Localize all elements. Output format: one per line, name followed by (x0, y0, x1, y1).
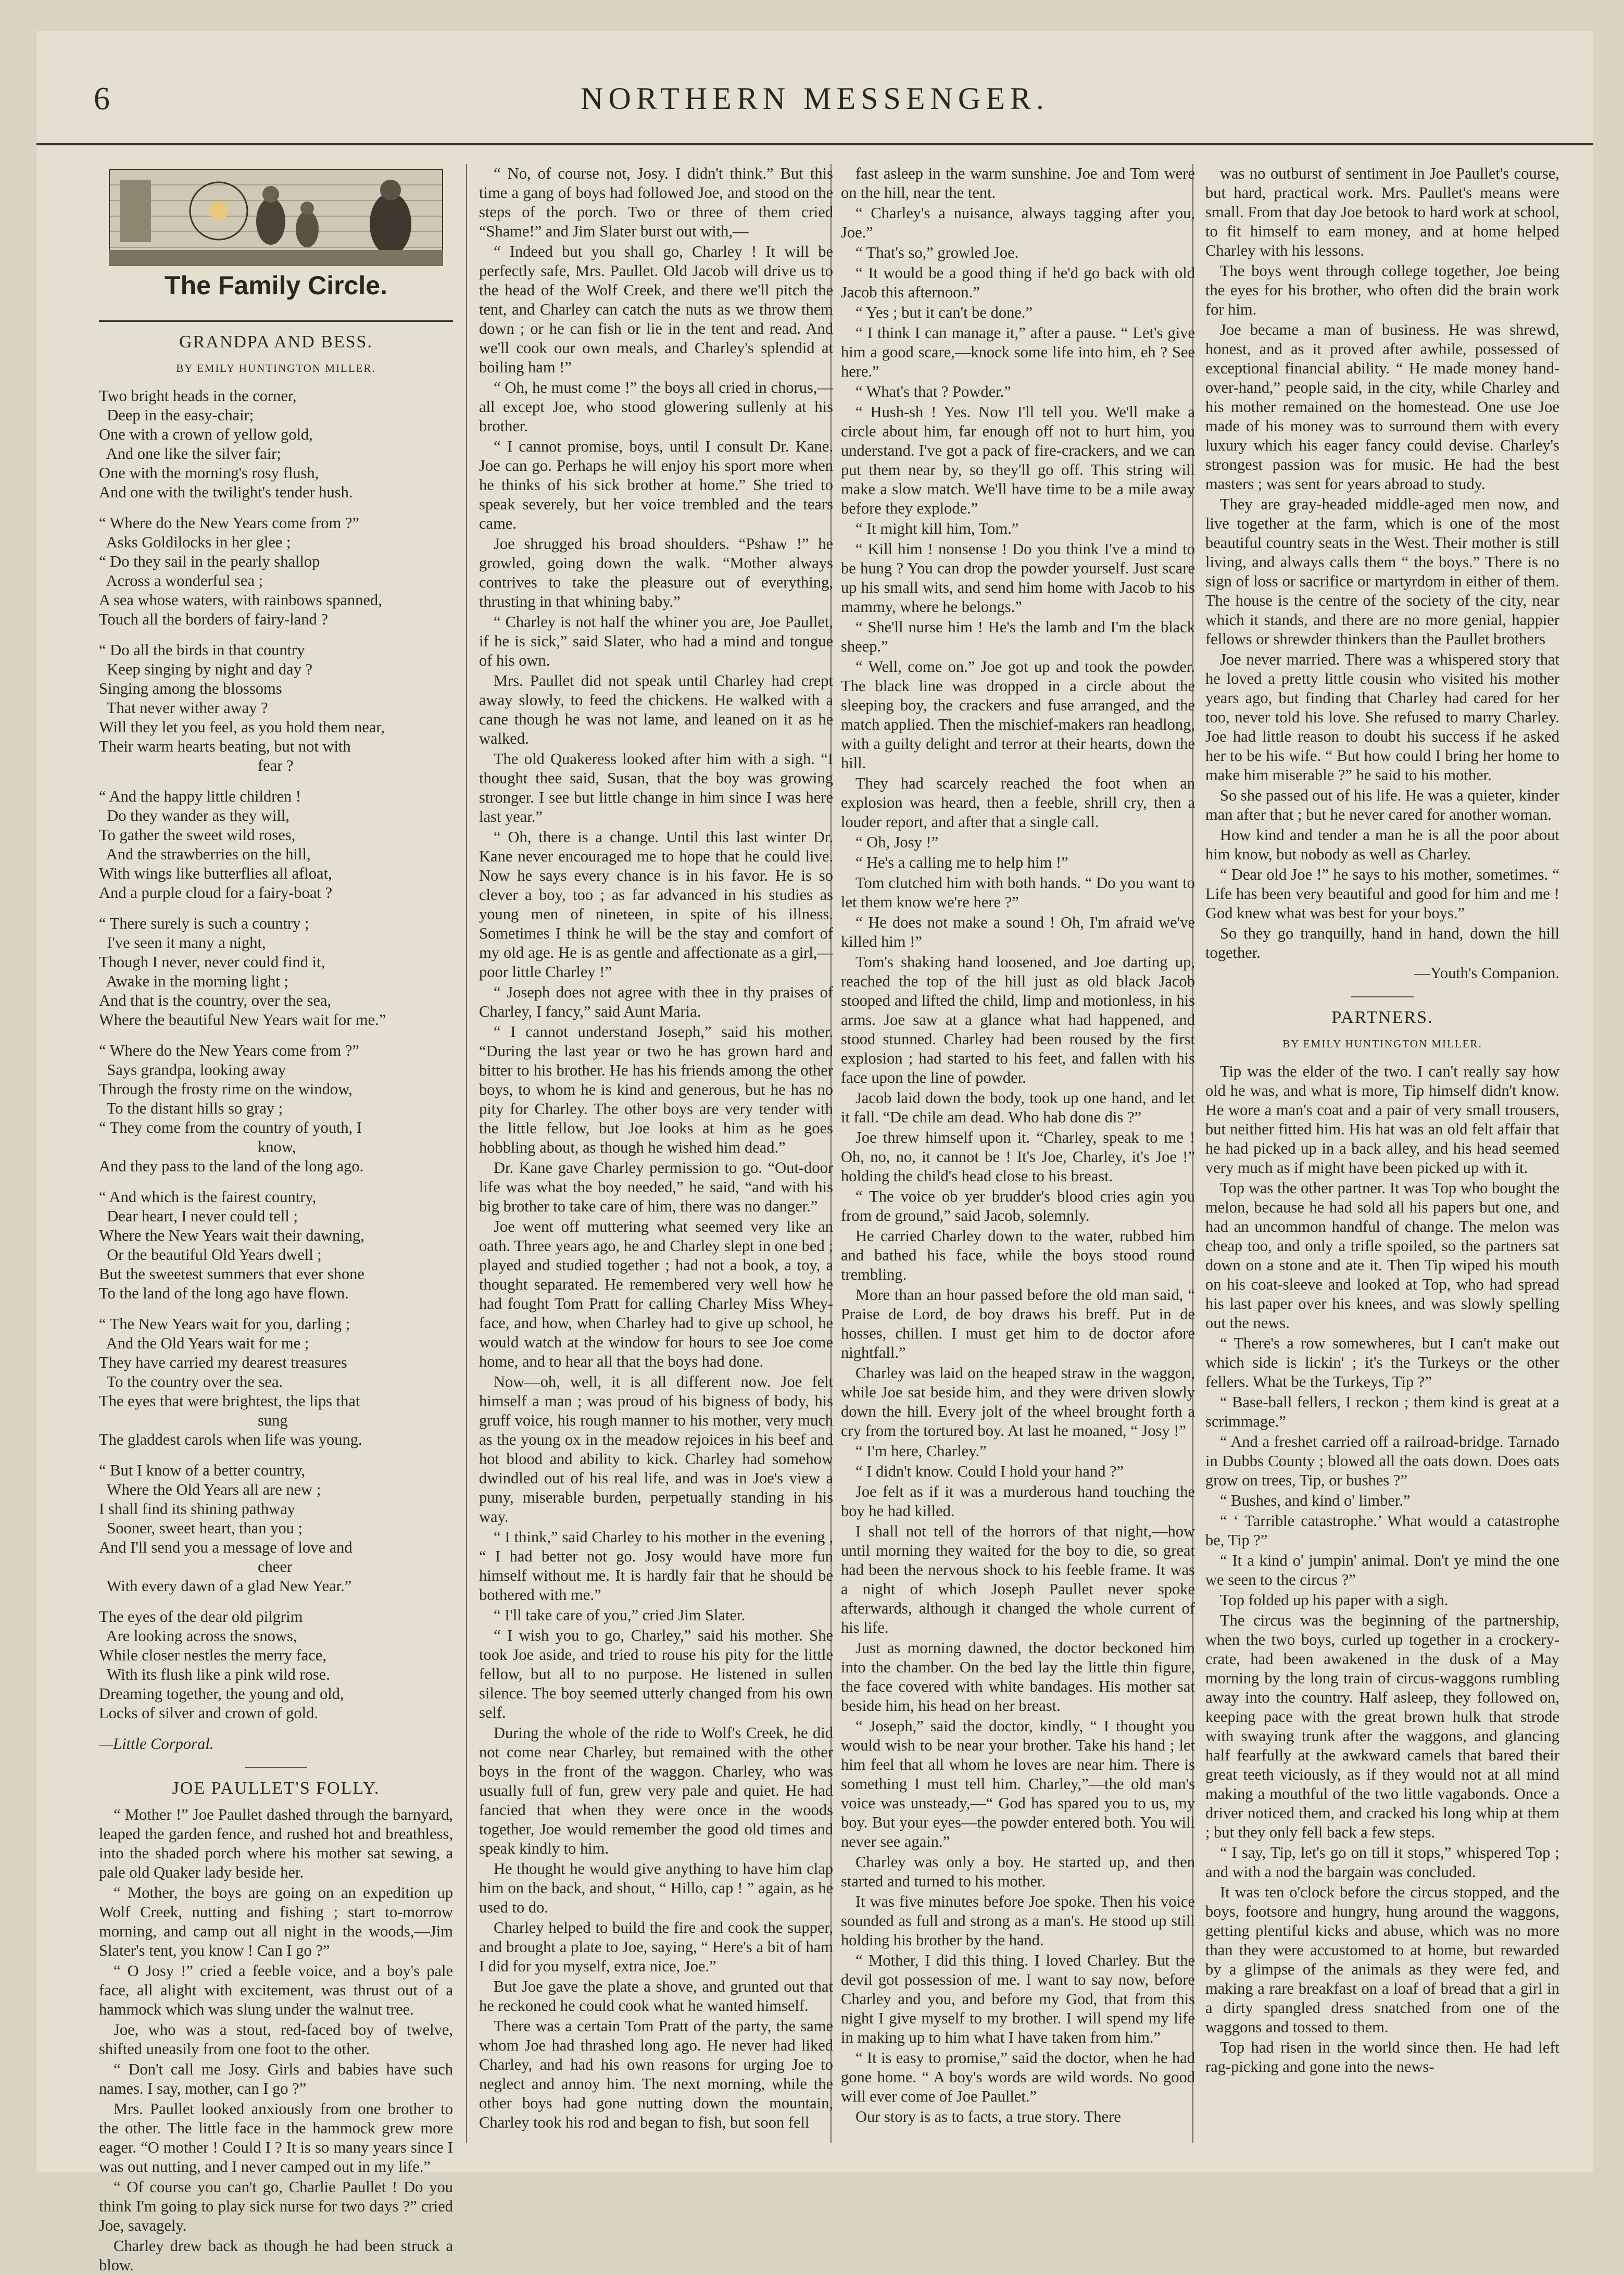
paragraph: He carried Charley down to the water, rubbed him and bathed his face, while the boys stood round trembling. (841, 1227, 1195, 1283)
poem-line: Two bright heads in the corner, (99, 387, 297, 405)
poem-line: And I'll send you a message of love and (99, 1539, 353, 1556)
poem-line: Do they wander as they will, (99, 807, 289, 824)
poem-line: To the land of the long ago have flown. (99, 1284, 349, 1302)
poem-line: “ Do they sail in the pearly shallop (99, 553, 320, 570)
paragraph: Jacob laid down the body, took up one hand, and let it fall. “De chile am dead. Who hab done dis ?” (841, 1089, 1195, 1126)
paragraph: “ I think,” said Charley to his mother in the evening , “ I had better not go. Josy would have more fun himself without me. It is hardly fair that he should be bothered with me.” (479, 1528, 833, 1604)
poem-line: I've seen it many a night, (99, 934, 266, 952)
paragraph: They had scarcely reached the foot when an explosion was heard, then a feeble, shrill cry, then a louder report, and after that a single call. (841, 774, 1195, 831)
poem-line: “ Where do the New Years come from ?” (99, 1042, 359, 1059)
column-4 (1205, 164, 1559, 2143)
family-circle-engraving (99, 164, 453, 322)
poem-line: Locks of silver and crown of gold. (99, 1704, 318, 1722)
paragraph: “ Oh, he must come !” the boys all cried in chorus,—all except Joe, who stood glowering sullenly at his brother. (479, 379, 833, 435)
poem-line: know, (99, 1138, 296, 1156)
paragraph: “ Hush-sh ! Yes. Now I'll tell you. We'll make a circle about him, far enough off not to hurt him, you understand. I've got a pack of fire-crackers, and we can put them near by, so they'll go off. This string will make a slow match. We'll have time to be a mile away before they explode.” (841, 403, 1195, 517)
poem-line: Or the beautiful Old Years dwell ; (99, 1246, 322, 1264)
poem-line: Singing among the blossoms (99, 680, 282, 697)
poem-line: And the strawberries on the hill, (99, 845, 311, 863)
paragraph: “ Oh, there is a change. Until this last winter Dr. Kane never encouraged me to hope that he could live. Now he says every chance is in his favor. He is so clever a boy, too ; as far advanced in his studies as young men of nineteen, in spite of his illness. Sometimes I think he will be the stay and comfort of my old age. He is as gentle and affectionate as a girl,—poor little Charley !” (479, 828, 833, 981)
poem-line: “ And the happy little children ! (99, 788, 301, 805)
stanza (99, 641, 453, 776)
poem-line: Says grandpa, looking away (99, 1061, 286, 1079)
paragraph: “ I'll take care of you,” cried Jim Slater. (494, 1606, 746, 1624)
poem-line: One with the morning's rosy flush, (99, 464, 319, 482)
story-credit: —Youth's Companion. (1414, 964, 1559, 982)
poem-line: Asks Goldilocks in her glee ; (99, 533, 291, 551)
paragraph: But Joe gave the plate a shove, and grunted out that he reckoned he could cook what he wanted himself. (479, 1978, 833, 2015)
poem-line: cheer (99, 1558, 293, 1576)
stanza (99, 1041, 453, 1176)
poem-line: Across a wonderful sea ; (99, 572, 263, 590)
paragraph: It was ten o'clock before the circus stopped, and the boys, footsore and hungry, hung around the waggons, getting plentiful kicks and abuse, which was no more than they were accustomed to at home, but rewarded by a glimpse of the animals as they were fed, and making a rare breakfast on a loaf of bread that a girl in a dirty spangled dress snatched from one of the waggons and tossed to them. (1205, 1883, 1559, 2036)
poem-line: And one with the twilight's tender hush. (99, 483, 353, 501)
paragraph: “ Bushes, and kind o' limber.” (1220, 1492, 1411, 1509)
column-rule (466, 164, 467, 2143)
poem-byline: BY EMILY HUNTINGTON MILLER. (176, 362, 376, 374)
poem-line: Where the Old Years all are new ; (99, 1481, 321, 1498)
poem-body (99, 386, 453, 1723)
paragraph: Top had risen in the world since then. He had left rag-picking and gone into the news- (1205, 2039, 1559, 2076)
story-text (479, 164, 833, 2132)
stanza (99, 1188, 453, 1303)
paragraph: Top folded up his paper with a sigh. (1220, 1591, 1449, 1609)
paragraph: Joe went off muttering what seemed very like an oath. Three years ago, he and Charley slept in one bed ; played and studied together ; had not a book, a toy, a thought separated. He remembered very well how he had fought Tom Pratt for calling Charley Miss Whey-face, and how, when Charley had to give up school, he would watch at the window for hours to see Joe come home, and to hear all that the boys had done. (479, 1218, 833, 1370)
paragraph: “ Of course you can't go, Charlie Paullet ! Do you think I'm going to play sick nurse for two days ?” cried Joe, savagely. (99, 2178, 453, 2234)
divider (245, 1767, 307, 1768)
paragraph: “ Mother !” Joe Paullet dashed through the barnyard, leaped the garden fence, and rushed hot and breathless, into the shaded porch where his mother sat sewing, a pale old Quaker lady beside her. (99, 1806, 453, 1881)
paragraph: “ Mother, I did this thing. I loved Charley. But the devil got possession of me. I want to say now, before Charley and you, and before my God, that from this night I give myself to my brother. I will spend my life in making up to him what I have taken from him.” (841, 1952, 1195, 2046)
poem-line: Keep singing by night and day ? (99, 660, 312, 678)
paragraph: The old Quakeress looked after him with a sigh. “I thought thee said, Susan, that the boy was growing stronger. I see but little change in him since I was here last year.” (479, 750, 833, 826)
page-number: 6 (94, 81, 110, 117)
paragraph: Tom's shaking hand loosened, and Joe darting up, reached the top of the hill just as old black Jacob stooped and lifted the child, limp and motionless, in his arms. Joe saw at a glance what had happened, and stood stunned. Charley had been roused by the first explosion ; had started to his feet, and fallen with his face upon the line of powder. (841, 953, 1195, 1086)
poem-line: With every dawn of a glad New Year.” (99, 1577, 352, 1595)
poem-credit: —Little Corporal. (99, 1735, 214, 1753)
paragraph: “ Kill him ! nonsense ! Do you think I've a mind to be hung ? You can drop the powder yourself. Just scare up his small wits, and send him home with Jacob to his mammy, where he belongs.” (841, 540, 1195, 616)
column-1 (99, 164, 453, 2274)
paragraph: “ Well, come on.” Joe got up and took the powder. The black line was dropped in a circle about the sleeping boy, the crackers and fuse arranged, and the match applied. Then the mischief-makers ran headlong, with a guilty delight and terror at their hearts, down the hill. (841, 658, 1195, 772)
poem-line: “ And which is the fairest country, (99, 1188, 317, 1206)
poem-line: I shall find its shining pathway (99, 1500, 295, 1518)
poem-line: But the sweetest summers that ever shone (99, 1265, 364, 1283)
poem-line: Dear heart, I never could tell ; (99, 1207, 298, 1225)
paragraph: “ There's a row somewheres, but I can't make out which side is lickin' ; it's the Turkeys or the other fellers. What be the Turkeys, Tip ?” (1205, 1334, 1559, 1391)
paragraph: “ I didn't know. Could I hold your hand ?” (855, 1462, 1124, 1480)
paragraph: Joe felt as if it was a murderous hand touching the boy he had killed. (841, 1483, 1195, 1520)
poem-line: “ Where do the New Years come from ?” (99, 514, 359, 532)
poem-title: GRANDPA AND BESS. (179, 332, 373, 352)
story-text (99, 1805, 453, 2275)
story-title: JOE PAULLET'S FOLLY. (172, 1779, 380, 1798)
paragraph: Charley was only a boy. He started up, and then started and turned to his mother. (841, 1853, 1195, 1890)
column-3 (841, 164, 1195, 2143)
paragraph: “ It is easy to promise,” said the doctor, when he had gone home. “ A boy's words are wild words. No good will ever come of Joe Paullet.” (841, 2049, 1195, 2105)
paragraph: “ Charley's a nuisance, always tagging after you, Joe.” (841, 204, 1195, 241)
paragraph: “ I cannot understand Joseph,” said his mother. “During the last year or two he has grown hard and bitter to his brother. He has his friends among the other boys, to whom he is kind and generous, but he has no pity for Charley. The other boys are very tender with the little fellow, but Joe looks at him as he goes hobbling about, as though he wished him dead.” (479, 1023, 833, 1156)
paragraph: “ ‘ Tarrible catastrophe.’ What would a catastrophe be, Tip ?” (1205, 1512, 1559, 1549)
stanza (99, 514, 453, 629)
paragraph: “ I wish you to go, Charley,” said his mother. She took Joe aside, and tried to rouse his pity for the little fellow, but all to no purpose. He listened in sullen silence. The boy seemed utterly changed from his own self. (479, 1627, 833, 1721)
page-header (36, 81, 1593, 145)
section-title: The Family Circle. (165, 271, 387, 300)
paragraph: So she passed out of his life. He was a quieter, kinder man after that ; but he never cared for another woman. (1205, 786, 1559, 823)
paragraph: Now—oh, well, it is all different now. Joe felt himself a man ; was proud of his bigness of body, his gruff voice, his rough manner to his mother, very much as the young ox in the meadow rejoices in his beef and hot blood and ability to kick. Charley had somehow dwindled out of his real life, and was in Joe's view a puny, miserable burden, perpetually standing in his way. (479, 1373, 833, 1526)
poem-line: And the Old Years wait for me ; (99, 1334, 309, 1352)
paragraph: “ She'll nurse him ! He's the lamb and I'm the black sheep.” (841, 618, 1195, 655)
poem-line: To the distant hills so gray ; (99, 1099, 283, 1117)
paragraph: “ Yes ; but it can't be done.” (855, 304, 1033, 321)
paragraph: “ He does not make a sound ! Oh, I'm afraid we've killed him !” (841, 914, 1195, 951)
paragraph: “ Joseph,” said the doctor, kindly, “ I thought you would wish to be near your brother. Take his hand ; let him feel that all whom he loves are near him. There is something I must tell him. Charley,”—the old man's voice was unsteady,—“ God has spared you to us, my boy. But your eyes—the powder entered both. You will never see again.” (841, 1717, 1195, 1851)
poem-line: And one like the silver fair; (99, 445, 281, 463)
paragraph: Tom clutched him with both hands. “ Do you want to let them know we're here ?” (841, 874, 1195, 911)
paragraph: “ He's a calling me to help him !” (855, 854, 1068, 871)
poem-line: The eyes that were brightest, the lips that (99, 1392, 360, 1410)
paragraph: There was a certain Tom Pratt of the party, the same whom Joe had thrashed long ago. He never had liked Charley, and had his own reasons for urging Joe to neglect and annoy him. The next morning, while the other boys had gone nutting down the mountain, Charley took his rod and began to fish, but soon fell (479, 2017, 833, 2131)
paragraph: Top was the other partner. It was Top who bought the melon, because he had sold all his papers but one, and had an uncommon handful of change. The melon was cheap too, and only a trifle spoiled, so the partners sat down on a stone and ate it. Then Tip wiped his mouth on his coat-sleeve and looked at Top, who had spread his last paper over his knees, and was slowly spelling out the news. (1205, 1179, 1559, 1332)
paragraph: How kind and tender a man he is all the poor about him know, but nobody as well as Charley. (1205, 826, 1559, 863)
paragraph: It was five minutes before Joe spoke. Then his voice sounded as full and strong as a man's. He stood up still holding his brother by the hand. (841, 1893, 1195, 1949)
paragraph: Tip was the elder of the two. I can't really say how old he was, and what is more, Tip himself didn't know. He wore a man's coat and a pair of very small trousers, but neither fitted him. His hat was an old felt affair that he had picked up in a back alley, and his head seemed very much as if might have been picked up with it. (1205, 1062, 1559, 1177)
paragraph: “ Joseph does not agree with thee in thy praises of Charley, I fancy,” said Aunt Maria. (479, 983, 833, 1020)
paragraph: was no outburst of sentiment in Joe Paullet's course, but hard, practical work. Mrs. Paullet's means were small. From that day Joe betook to hard work at school, to fit himself to earn money, and at home helped Charley with his lessons. (1205, 165, 1559, 259)
paragraph: Charley helped to build the fire and cook the supper, and brought a plate to Joe, saying, “ Here's a bit of ham I did for you myself, extra nice, Joe.” (479, 1919, 833, 1975)
paragraph: “ I say, Tip, let's go on till it stops,” whispered Top ; and with a nod the bargain was concluded. (1205, 1844, 1559, 1881)
paragraph: “ Mother, the boys are going on an expedition up Wolf Creek, nutting and fishing ; start to-morrow morning, and camp out all night in the woods,—Jim Slater's tent, you know ! Can I go ?” (99, 1884, 453, 1959)
poem-line: They have carried my dearest treasures (99, 1354, 347, 1371)
poem-line: Their warm hearts beating, but not with (99, 738, 351, 755)
poem-line: Will they let you feel, as you hold them near, (99, 718, 385, 736)
paragraph: Joe, who was a stout, red-faced boy of twelve, shifted uneasily from one foot to the other. (99, 2021, 453, 2058)
paragraph: Mrs. Paullet did not speak until Charley had crept away slowly, to feed the chickens. He walked with a cane though he was not lame, and leaned on it as he walked. (479, 672, 833, 747)
paragraph: Dr. Kane gave Charley permission to go. “Out-door life was what the boy needed,” he said, “and with his big brother to take care of him, there was no danger.” (479, 1159, 833, 1215)
paragraph: Joe became a man of business. He was shrewd, honest, and as it proved after awhile, possessed of exceptional financial ability. “ He made money hand-over-hand,” people said, in the city, while Charley and his mother remained on the homestead. One use Joe made of his money was to surround them with every luxury which his eager fancy could devise. Charley's strongest passion was for music. He had the best masters ; was sent for years abroad to study. (1205, 321, 1559, 493)
paragraph: Just as morning dawned, the doctor beckoned him into the chamber. On the bed lay the little thin figure, the face covered with white bandages. His mother sat beside him, his head on her breast. (841, 1639, 1195, 1715)
paragraph: Joe shrugged his broad shoulders. “Pshaw !” he growled, going down the walk. “Mother always contrives to take the pleasure out of everything, thrusting in that whining baby.” (479, 535, 833, 610)
paragraph: Our story is as to facts, a true story. There (855, 2108, 1121, 2126)
poem-line: With wings like butterflies all afloat, (99, 865, 332, 882)
paragraph: So they go tranquilly, hand in hand, down the hill together. (1205, 924, 1559, 961)
paragraph: The boys went through college together, Joe being the eyes for his brother, who often did the brain work for him. (1205, 262, 1559, 318)
poem-line: To the country over the sea. (99, 1373, 283, 1391)
masthead: NORTHERN MESSENGER. (581, 81, 1049, 116)
poem-line: Dreaming together, the young and old, (99, 1685, 344, 1703)
poem-line: “ The New Years wait for you, darling ; (99, 1315, 350, 1333)
paragraph: “ Dear old Joe !” he says to his mother, sometimes. “ Life has been very beautiful and good for him and me ! God knew what was best for your boys.” (1205, 866, 1559, 922)
poem-line: While closer nestles the merry face, (99, 1646, 326, 1664)
poem-line: “ They come from the country of youth, I (99, 1119, 362, 1136)
poem-line: Awake in the morning light ; (99, 972, 289, 990)
paragraph: I shall not tell of the horrors of that night,—how until morning they waited for the boy to die, so great had been the nervous shock to his feeble frame. It was a night of which Joseph Paullet never spoke afterwards, although it changed the whole current of his life. (841, 1522, 1195, 1636)
stanza (99, 1607, 453, 1723)
paragraph: The circus was the beginning of the partnership, when the two boys, curled up together in a crockery-crate, had been awakened in the dusk of a May morning by the long train of circus-waggons rumbling away into the country. Half asleep, they followed on, keeping pace with the great brown hulk that strode with swaying trunk after the waggons, and glancing half fearfully at the awkward camels that bared their great teeth viciously, as if they would not at all mind making a mouthful of the two little vagabonds. Once a driver noticed them, and cracked his long whip at them ; but they only fell back a few steps. (1205, 1611, 1559, 1841)
stanza (99, 914, 453, 1030)
paragraph: “ I'm here, Charley.” (855, 1442, 987, 1460)
poem-line: Where the beautiful New Years wait for me.” (99, 1011, 386, 1029)
story-text (1205, 164, 1559, 963)
story-text (841, 164, 1195, 2127)
paragraph: “ The voice ob yer brudder's blood cries agin you from de ground,” said Jacob, solemnly. (841, 1188, 1195, 1224)
paragraph: Mrs. Paullet looked anxiously from one brother to the other. The little face in the hammock grew more eager. “O mother ! Could I ? It is so many years since I was out nutting, and I never camped out in my life.” (99, 2100, 453, 2176)
poem-line: And a purple cloud for a fairy-boat ? (99, 884, 332, 902)
paragraph: During the whole of the ride to Wolf's Creek, he did not come near Charley, but remained with the other boys in the front of the waggon. Charley, who was usually full of fun, grew very pale and quiet. He had fancied that when they were once in the woods together, Joe would remember the good old times and speak kindly to him. (479, 1724, 833, 1857)
family-scene-illustration (99, 164, 453, 268)
paragraph: Charley was laid on the heaped straw in the waggon, while Joe sat beside him, and they were driven slowly down the hill. Every jolt of the wheel brought forth a cry from the tortured boy. At last he moaned, “ Josy !” (841, 1364, 1195, 1440)
poem-line: Sooner, sweet heart, than you ; (99, 1519, 303, 1537)
stanza (99, 386, 453, 502)
poem-line: Where the New Years wait their dawning, (99, 1227, 364, 1244)
poem-line: Though I never, never could find it, (99, 953, 325, 971)
poem-line: “ There surely is such a country ; (99, 915, 309, 932)
article-byline: BY EMILY HUNTINGTON MILLER. (1282, 1038, 1482, 1050)
paragraph: “ What's that ? Powder.” (855, 383, 1011, 401)
poem-line: sung (99, 1411, 288, 1429)
paragraph: “ No, of course not, Josy. I didn't think.” But this time a gang of boys had followed Joe, and stood on the steps of the porch. Two or three of them cried “Shame!” and Jim Slater burst out with,— (479, 165, 833, 240)
paragraph: “ O Josy !” cried a feeble voice, and a boy's pale face, all alight with excitement, was thrust out of a hammock which was slung under the walnut tree. (99, 1962, 453, 2018)
paragraph: More than an hour passed before the old man said, “ Praise de Lord, de boy draws his breff. Put in de hosses, chillen. I must get him to de doctor afore nightfall.” (841, 1286, 1195, 1361)
poem-line: Deep in the easy-chair; (99, 406, 254, 424)
article-text (1205, 1062, 1559, 2077)
newspaper-page (36, 31, 1593, 2274)
paragraph: “ And a freshet carried off a railroad-bridge. Tarnado in Dubbs County ; blowed all the oats down. Does oats grow on trees, Tip, or bushes ?” (1205, 1433, 1559, 1489)
paragraph: They are gray-headed middle-aged men now, and live together at the farm, which is one of the most beautiful country seats in the West. Their mother is still living, and always calls them “ the boys.” There is no sign of loss or sacrifice or martyrdom in either of them. The house is the centre of the society of the city, near which it stands, and there are no more genial, happier fellows or shrewder thinkers than the Paullet brothers (1205, 495, 1559, 648)
paragraph: “ I cannot promise, boys, until I consult Dr. Kane. Joe can go. Perhaps he will enjoy his sport more when he thinks of his sick brother at home.” She tried to speak severely, but her voice trembled and the tears came. (479, 438, 833, 532)
paragraph: “ Base-ball fellers, I reckon ; them kind is great at a scrimmage.” (1205, 1393, 1559, 1430)
paragraph: fast asleep in the warm sunshine. Joe and Tom were on the hill, near the tent. (841, 165, 1195, 202)
paragraph: Joe threw himself upon it. “Charley, speak to me ! Oh, no, no, it cannot be ! It's Joe, Charley, it's Joe !” holding the child's head close to his breast. (841, 1129, 1195, 1185)
poem-line: Through the frosty rime on the window, (99, 1080, 353, 1098)
poem-line: Touch all the borders of fairy-land ? (99, 610, 328, 628)
paragraph: Joe never married. There was a whispered story that he loved a pretty little cousin who visited his mother years ago, but finding that Charley had cared for her too, never told his love. She refused to marry Charley. Joe had little reason to doubt his success if he asked her to be his wife. “ But how could I bring her home to make him miserable ?” he said to his mother. (1205, 651, 1559, 784)
poem-line: With its flush like a pink wild rose. (99, 1666, 330, 1683)
paragraph: He thought he would give anything to have him clap him on the back, and shout, “ Hillo, cap ! ” again, as he used to do. (479, 1860, 833, 1916)
paragraph: “ Indeed but you shall go, Charley ! It will be perfectly safe, Mrs. Paullet. Old Jacob will drive us to the head of the Wolf Creek, and there we'll pitch the tent, and Charley can catch the nuts as we throw them down ; or he can fish or lie in the tent and read. And we'll cook our own meals, and Charley's splendid at boiling ham !” (479, 243, 833, 376)
column-2 (479, 164, 833, 2143)
paragraph: “ Charley is not half the whiner you are, Joe Paullet, if he is sick,” said Slater, who had a mind and tongue of his own. (479, 613, 833, 669)
paragraph: “ That's so,” growled Joe. (855, 244, 1019, 261)
poem-line: And that is the country, over the sea, (99, 992, 332, 1009)
paragraph: “ I think I can manage it,” after a pause. “ Let's give him a good scare,—knock some life into him, eh ? See here.” (841, 324, 1195, 380)
paragraph: “ It might kill him, Tom.” (855, 520, 1019, 538)
paragraph: “ It a kind o' jumpin' animal. Don't ye mind the one we seen to the circus ?” (1205, 1552, 1559, 1589)
poem-line: That never wither away ? (99, 699, 268, 717)
poem-line: One with a crown of yellow gold, (99, 426, 313, 443)
poem-line: And they pass to the land of the long ago. (99, 1157, 364, 1175)
stanza (99, 787, 453, 903)
poem-line: “ But I know of a better country, (99, 1461, 306, 1479)
paragraph: “ It would be a good thing if he'd go back with old Jacob this afternoon.” (841, 264, 1195, 301)
paragraph: “ Don't call me Josy. Girls and babies have such names. I say, mother, can I go ?” (99, 2060, 453, 2097)
poem-line: The eyes of the dear old pilgrim (99, 1608, 303, 1626)
poem-line: The gladdest carols when life was young. (99, 1431, 362, 1448)
article-title: PARTNERS. (1331, 1008, 1433, 1027)
stanza (99, 1461, 453, 1596)
poem-line: fear ? (99, 757, 294, 774)
stanza (99, 1315, 453, 1449)
poem-line: “ Do all the birds in that country (99, 641, 305, 659)
poem-line: Are looking across the snows, (99, 1627, 297, 1645)
poem-line: To gather the sweet wild roses, (99, 826, 296, 844)
divider (1351, 996, 1414, 997)
paragraph: “ Oh, Josy !” (855, 833, 939, 851)
paragraph: Charley drew back as though he had been struck a blow. (99, 2237, 453, 2274)
poem-line: A sea whose waters, with rainbows spanned, (99, 591, 382, 609)
